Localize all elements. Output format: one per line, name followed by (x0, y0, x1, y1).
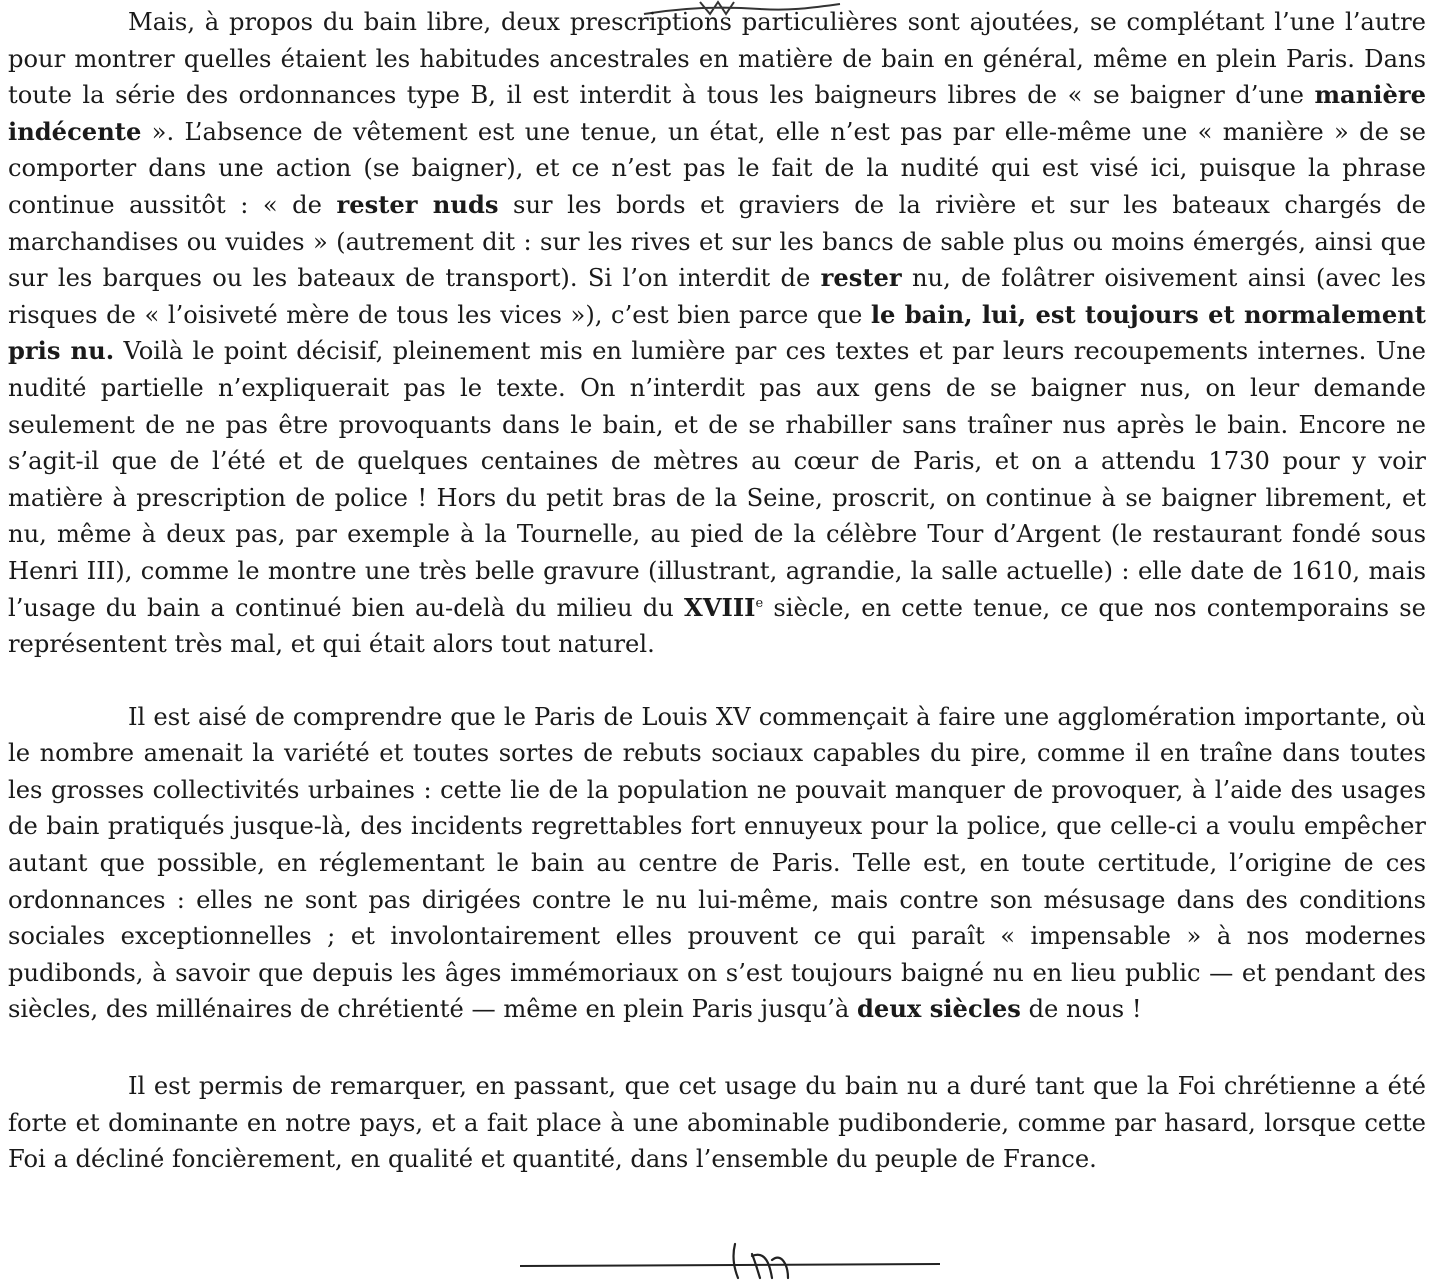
bold-text: rester nuds (336, 189, 499, 219)
body-text: siècle, en cette tenue, ce que nos contemporains se représentent très mal, et qui était alors tout naturel. (8, 593, 1426, 659)
body-text: Mais, à propos du bain libre, deux prescriptions particulières sont ajoutées, se complétant l’une l’autre pour montrer quelles étaient les habitudes ancestrales en matière de bain en général, même en plein Paris. Dans toute la série des ordonnances type B, il est interdit à tous les baigneurs libres de « se baigner d’une (8, 8, 1426, 110)
body-text: de nous ! (1020, 995, 1142, 1024)
paragraph-3 (8, 1068, 1426, 1178)
body-text: ». L’absence de vêtement est une tenue, un état, elle n’est pas par elle-même une « manière » de se comporter dans une action (se baigner), et ce n’est pas le fait de la nudité qui est visé ici, puisque la phrase continue aussitôt : « de (8, 117, 1426, 219)
body-text: nu, de folâtrer oisivement ainsi (avec les risques de « l’oisiveté mère de tous les vices »), c’est bien parce que (8, 264, 1426, 329)
document-page (8, 4, 1426, 1178)
paragraph-1 (8, 4, 1426, 663)
bold-text: manière indécente (8, 80, 1426, 146)
paragraph-2 (8, 699, 1426, 1028)
bold-text: rester (820, 263, 902, 293)
body-text: Il est permis de remarquer, en passant, que cet usage du bain nu a duré tant que la Foi chrétienne a été forte et dominante en notre pays, et a fait place à une abominable pudibonderie, comme par hasard, lorsque cette Foi a décliné foncièrement, en qualité et quantité, dans l’ensemble du peuple de France. (8, 1072, 1426, 1174)
handwritten-signature (520, 1240, 940, 1282)
body-text: Il est aisé de comprendre que le Paris de Louis XV commençait à faire une agglomération importante, où le nombre amenait la variété et toutes sortes de rebuts sociaux capables du pire, comme il en traîne dans toutes les grosses collectivités urbaines : cette lie de la population ne pouvait manquer de provoquer, à l’aide des usages de bain pratiqués jusque-là, des incidents regrettables fort ennuyeux pour la police, que celle-ci a voulu empêcher autant que possible, en réglementant le bain au centre de Paris. Telle est, en toute certitude, l’origine de ces ordonnances : elles ne sont pas dirigées contre le nu lui-même, mais contre son mésusage dans des conditions sociales exceptionnelles ; et involontairement elles prouvent ce qui paraît « impensable » à nos modernes pudibonds, à savoir que depuis les âges immémoriaux on s’est toujours baigné nu en lieu public — et pendant des siècles, des millénaires de chrétienté — même en plein Paris jusqu’à (8, 702, 1426, 1024)
bold-text: deux siècles (857, 994, 1021, 1024)
bold-text: le bain, lui, est toujours et normalement pris nu. (8, 299, 1426, 366)
superscript-text: e (755, 595, 764, 611)
body-text: sur les bords et graviers de la rivière et sur les bateaux chargés de marchandises ou vuides » (autrement dit : sur les rives et sur les bancs de sable plus ou moins émergés, ainsi que sur les barques ou les bateaux de transport). Si l’on interdit de (8, 190, 1426, 293)
body-text: Voilà le point décisif, pleinement mis en lumière par ces textes et par leurs recoupements internes. Une nudité partielle n’expliquerait pas le texte. On n’interdit pas aux gens de se baigner nus, on leur demande seulement de ne pas être provoquants dans le bain, et de se rhabiller sans traîner nus après le bain. Encore ne s’agit-il que de l’été et de quelques centaines de mètres au cœur de Paris, et on a attendu 1730 pour y voir matière à prescription de police ! Hors du petit bras de la Seine, proscrit, on continue à se baigner librement, et nu, même à deux pas, par exemple à la Tournelle, au pied de la célèbre Tour d’Argent (le restaurant fondé sous Henri III), comme le montre une très belle gravure (illustrant, agrandie, la salle actuelle) : elle date de 1610, mais l’usage du bain a continué bien au-delà du milieu du (8, 337, 1426, 622)
bold-text: XVIII (683, 592, 756, 622)
